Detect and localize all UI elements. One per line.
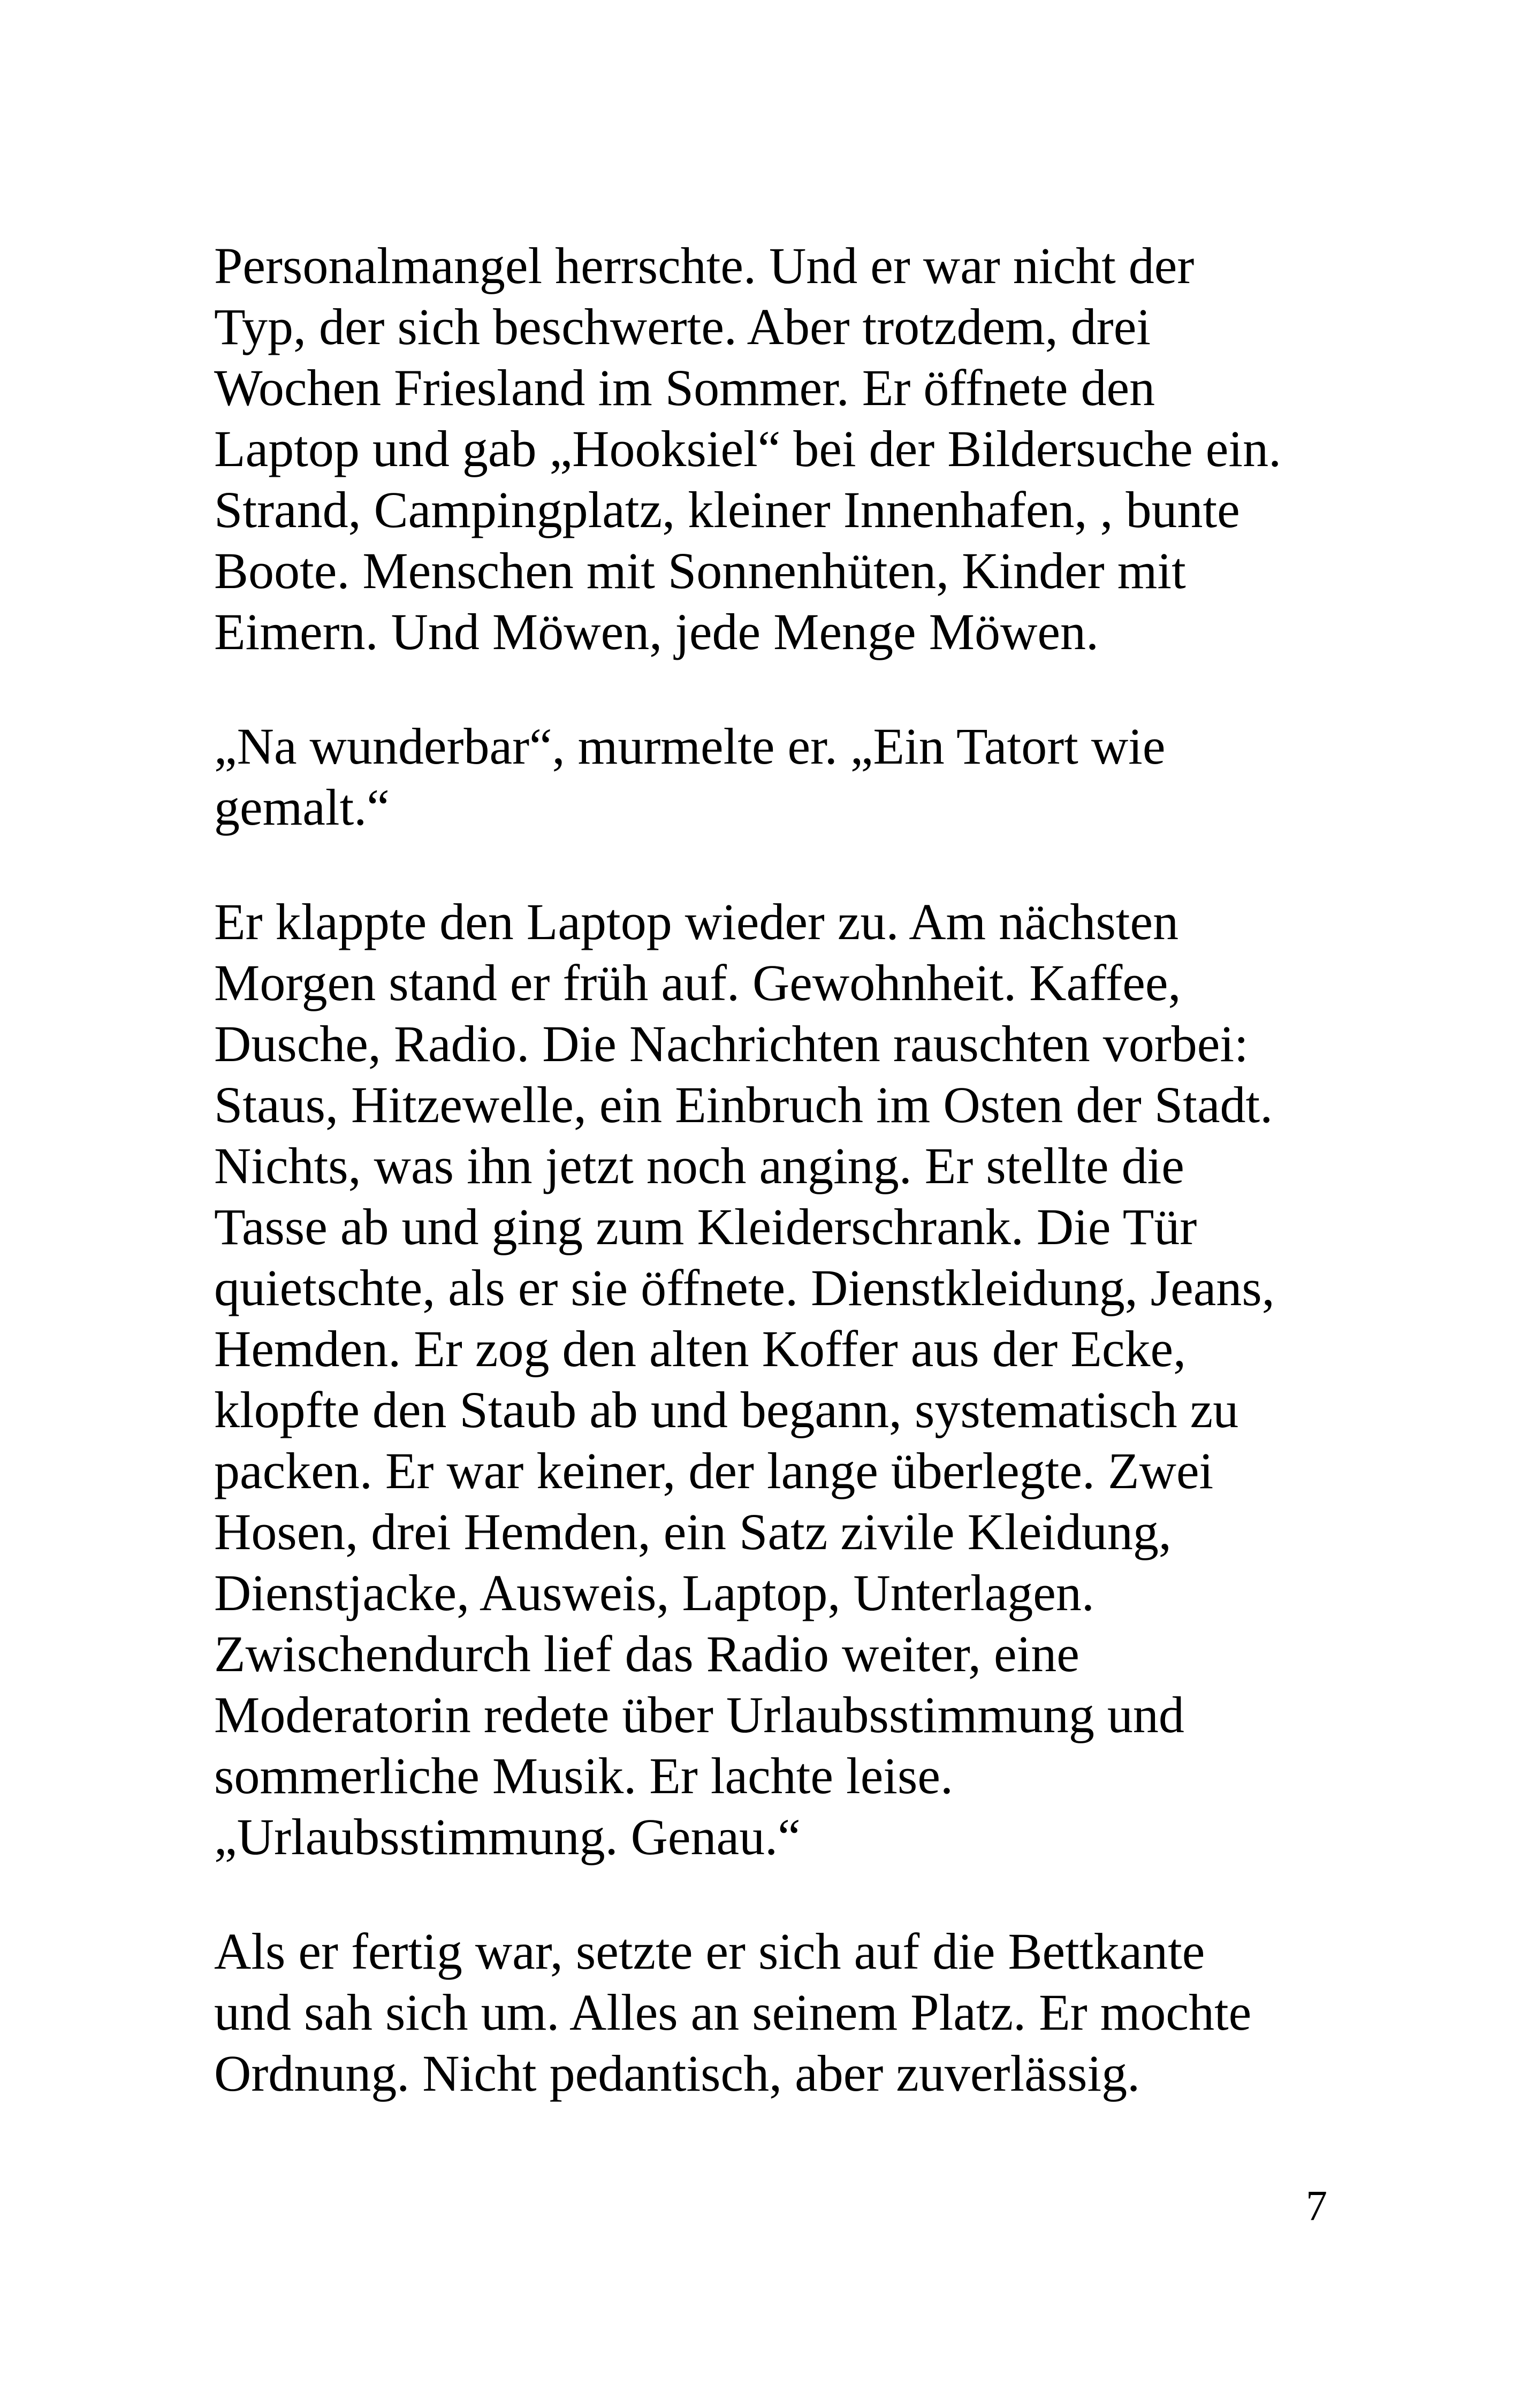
- text-line: Als er fertig war, setzte er sich auf die Bettkante: [214, 1923, 1205, 1980]
- text-line: Personalmangel herrschte. Und er war nicht der: [214, 237, 1195, 294]
- text-line: Zwischendurch lief das Radio weiter, eine: [214, 1625, 1079, 1682]
- text-line: Eimern. Und Möwen, jede Menge Möwen.: [214, 603, 1099, 660]
- text-line: Er klappte den Laptop wieder zu. Am nächsten: [214, 893, 1179, 950]
- text-line: quietschte, als er sie öffnete. Dienstkleidung, Jeans,: [214, 1259, 1275, 1316]
- text-line: klopfte den Staub ab und begann, systematisch zu: [214, 1381, 1239, 1438]
- paragraph-1: [214, 235, 1327, 662]
- text-line: Laptop und gab „Hooksiel“ bei der Bildersuche ein.: [214, 420, 1282, 477]
- text-line: Boote. Menschen mit Sonnenhüten, Kinder mit: [214, 542, 1186, 599]
- text-line: Nichts, was ihn jetzt noch anging. Er stellte die: [214, 1137, 1184, 1194]
- body-text: [214, 235, 1327, 2158]
- text-line: packen. Er war keiner, der lange überlegte. Zwei: [214, 1442, 1214, 1499]
- text-line: Typ, der sich beschwerte. Aber trotzdem, drei: [214, 298, 1151, 355]
- text-line: Staus, Hitzewelle, ein Einbruch im Osten der Stadt.: [214, 1076, 1273, 1133]
- text-line: Hosen, drei Hemden, ein Satz zivile Kleidung,: [214, 1503, 1172, 1560]
- text-line: Hemden. Er zog den alten Koffer aus der Ecke,: [214, 1320, 1187, 1377]
- paragraph-2: [214, 716, 1327, 838]
- page-number: 7: [1306, 2183, 1327, 2230]
- text-line: und sah sich um. Alles an seinem Platz. Er mochte: [214, 1984, 1252, 2041]
- text-line: Ordnung. Nicht pedantisch, aber zuverlässig.: [214, 2045, 1140, 2102]
- text-line: „Urlaubsstimmung. Genau.“: [214, 1808, 801, 1865]
- text-line: Wochen Friesland im Sommer. Er öffnete den: [214, 359, 1155, 416]
- text-line: „Na wunderbar“, murmelte er. „Ein Tatort wie: [214, 718, 1166, 775]
- text-line: Morgen stand er früh auf. Gewohnheit. Kaffee,: [214, 954, 1181, 1011]
- text-line: Dusche, Radio. Die Nachrichten rauschten vorbei:: [214, 1015, 1249, 1072]
- text-line: Dienstjacke, Ausweis, Laptop, Unterlagen.: [214, 1564, 1094, 1621]
- paragraph-4: [214, 1921, 1327, 2104]
- text-line: sommerliche Musik. Er lachte leise.: [214, 1747, 953, 1804]
- text-line: Moderatorin redete über Urlaubsstimmung und: [214, 1686, 1184, 1743]
- paragraph-3: [214, 891, 1327, 1868]
- text-line: gemalt.“: [214, 779, 390, 836]
- text-line: Tasse ab und ging zum Kleiderschrank. Die Tür: [214, 1198, 1197, 1255]
- text-line: Strand, Campingplatz, kleiner Innenhafen, , bunte: [214, 481, 1240, 538]
